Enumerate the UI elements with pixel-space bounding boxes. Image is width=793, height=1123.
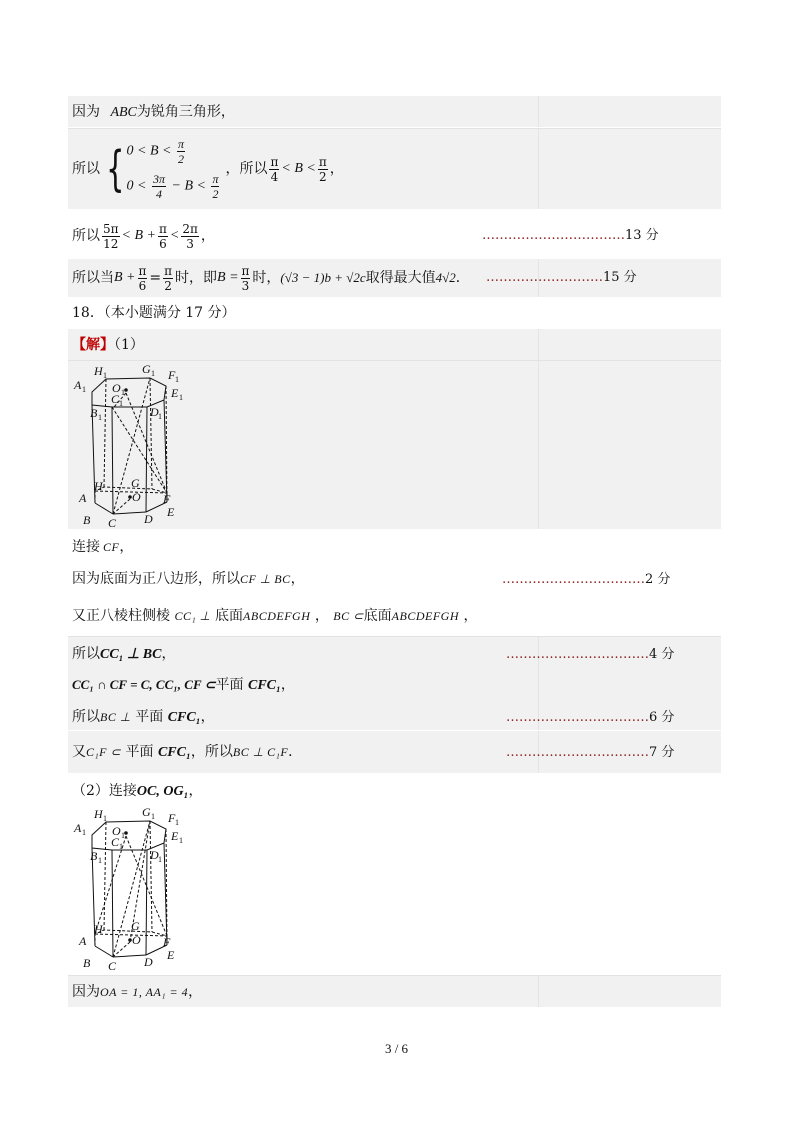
text: ， — [463, 608, 478, 624]
text: 因为 — [72, 984, 100, 1000]
fraction: $\frac{\pi}{2}$ — [318, 154, 327, 184]
math: 0 < — [126, 178, 147, 194]
text: 因为底面为正八边形，所以 — [72, 571, 240, 587]
column-divider — [538, 329, 539, 529]
math: BC ⊂ — [333, 609, 364, 623]
svg-text:G: G — [142, 806, 151, 819]
math: ABC — [110, 105, 137, 120]
svg-text:G: G — [131, 919, 140, 933]
text: 连接 — [72, 539, 100, 555]
svg-text:D: D — [150, 405, 159, 419]
text: ， — [200, 228, 215, 244]
math: < B < — [281, 161, 316, 176]
math: 4√2 — [435, 270, 456, 285]
text: （2）连接 — [72, 783, 137, 799]
svg-text:1: 1 — [119, 842, 123, 851]
fraction: $\frac{\pi}{3}$ — [241, 263, 250, 293]
math: CFC₁ — [157, 745, 191, 760]
text: 又正八棱柱侧棱 — [72, 608, 170, 624]
math: CF ⊥ BC — [240, 572, 291, 586]
text: 底面 — [363, 608, 392, 624]
math: OA = 1, AA₁ = 4 — [100, 985, 189, 999]
solution-part-2 — [68, 778, 721, 973]
svg-text:H: H — [94, 479, 103, 493]
score-15: ………………………15 分 — [486, 270, 637, 285]
svg-text:1: 1 — [119, 399, 123, 408]
math: CC₁ ⊥ — [174, 609, 211, 623]
column-divider — [538, 976, 539, 1007]
line-15 — [68, 975, 721, 1007]
text: 平面 — [215, 677, 244, 693]
solution-tag: 【解】 — [72, 337, 114, 353]
math: CFC₁ — [247, 678, 281, 693]
svg-text:O: O — [132, 933, 141, 947]
text: ． — [455, 270, 470, 286]
svg-text:O: O — [132, 490, 141, 504]
svg-text:E: E — [171, 829, 179, 843]
score-4: ……………………………4 分 — [506, 647, 675, 662]
page-number: 3 / 6 — [384, 1041, 409, 1056]
text: ． — [288, 744, 303, 760]
math: OC, OG₁ — [136, 784, 189, 799]
svg-text:1: 1 — [175, 375, 179, 384]
text: （1） — [114, 337, 144, 353]
svg-text:B: B — [83, 956, 91, 970]
text: ， — [188, 984, 203, 1000]
fraction: $\frac{\pi}{4}$ — [270, 154, 279, 184]
svg-text:E: E — [171, 386, 179, 400]
fraction: $\frac{5\pi}{12}$ — [103, 221, 119, 251]
text: ， — [329, 161, 344, 177]
text: 底面 — [215, 608, 244, 624]
svg-text:1: 1 — [179, 836, 183, 845]
fraction: $\frac{3\pi}{4}$ — [153, 172, 166, 201]
prism-figure-1 — [72, 363, 192, 528]
text: ，所以 — [225, 161, 268, 177]
svg-text:1: 1 — [103, 814, 107, 823]
text: ， — [290, 571, 305, 587]
math: CFC₁ — [167, 710, 201, 725]
text: ， — [314, 608, 329, 624]
inequality-system — [127, 137, 222, 201]
svg-text:O: O — [112, 824, 121, 838]
text: ，所以 — [190, 744, 233, 760]
line-2 — [68, 128, 721, 209]
line-12 — [68, 705, 721, 731]
math: ABCDEFGH — [391, 609, 459, 623]
svg-text:C: C — [108, 516, 117, 528]
svg-text:C: C — [111, 392, 120, 406]
svg-text:C: C — [108, 959, 117, 971]
text: 平面 — [125, 744, 154, 760]
text: 时， — [252, 270, 281, 286]
svg-text:F: F — [163, 935, 171, 949]
svg-text:1: 1 — [175, 818, 179, 827]
text: 时，即 — [175, 270, 218, 286]
prism-figure-2 — [72, 806, 192, 971]
score-13: ……………………………13 分 — [482, 228, 659, 243]
text: 18．（本小题满分 17 分） — [72, 305, 236, 321]
svg-text:A: A — [79, 491, 87, 505]
math: − B < — [171, 178, 206, 194]
fraction: $\frac{2\pi}{3}$ — [182, 221, 198, 251]
svg-text:F: F — [163, 492, 171, 506]
math: C₁F ⊂ — [86, 745, 122, 759]
math: CF — [103, 540, 120, 554]
svg-text:B: B — [83, 513, 91, 527]
math: CC₁ ⊥ BC — [100, 647, 162, 662]
svg-text:1: 1 — [151, 369, 155, 378]
line-7 — [68, 534, 721, 562]
svg-text:D: D — [144, 512, 153, 526]
svg-text:A: A — [74, 378, 82, 392]
svg-text:1: 1 — [121, 831, 125, 840]
svg-text:1: 1 — [121, 388, 125, 397]
svg-text:B: B — [90, 406, 98, 420]
text: 取得最大值 — [365, 270, 436, 286]
text: 所以 — [72, 709, 100, 725]
text: 所以 — [72, 161, 100, 177]
svg-text:1: 1 — [82, 828, 86, 837]
svg-text:G: G — [142, 363, 151, 376]
svg-text:A: A — [79, 934, 87, 948]
math: < B + — [121, 228, 156, 243]
text: ， — [161, 646, 176, 662]
text: 又 — [72, 744, 86, 760]
text: ， — [188, 783, 203, 799]
fraction: $\frac{\pi}{2}$ — [164, 263, 173, 293]
svg-text:G: G — [131, 476, 140, 490]
fraction: $\frac{\pi}{6}$ — [138, 263, 147, 293]
text: ， — [119, 539, 134, 555]
svg-text:C: C — [111, 835, 120, 849]
text: 所以 — [72, 228, 100, 244]
math: B + — [114, 270, 136, 285]
svg-text:A: A — [74, 821, 82, 835]
math: BC ⊥ C₁F — [232, 745, 289, 759]
svg-text:O: O — [112, 381, 121, 395]
svg-text:H: H — [94, 807, 103, 821]
score-2: ……………………………2 分 — [502, 572, 671, 587]
text: ， — [200, 709, 215, 725]
svg-text:1: 1 — [82, 385, 86, 394]
line-3 — [68, 214, 721, 258]
math: BC ⊥ — [100, 710, 131, 724]
line-11 — [68, 673, 721, 699]
svg-text:E: E — [167, 948, 175, 962]
math: CC₁ ∩ CF = C, CC₁, CF ⊂ — [72, 677, 216, 692]
text: 因为 — [72, 104, 100, 120]
math: < — [169, 228, 180, 243]
fraction: $\frac{\pi}{6}$ — [158, 221, 167, 251]
svg-text:E: E — [167, 505, 175, 519]
problem-18-header — [68, 300, 721, 328]
svg-text:F: F — [168, 368, 176, 382]
svg-text:1: 1 — [151, 812, 155, 821]
math: = — [149, 270, 162, 286]
svg-text:1: 1 — [158, 855, 162, 864]
line-8 — [68, 566, 721, 594]
line-10 — [68, 642, 721, 668]
svg-text:D: D — [150, 848, 159, 862]
math: (√3 − 1)b + √2c — [280, 270, 366, 285]
text: 所以 — [72, 646, 100, 662]
svg-text:D: D — [144, 955, 153, 969]
svg-text:1: 1 — [98, 856, 102, 865]
math: ABCDEFGH — [243, 609, 311, 623]
svg-text:H: H — [94, 364, 103, 378]
text: 所以当 — [72, 270, 114, 286]
svg-text:1: 1 — [179, 393, 183, 402]
text: ， — [280, 677, 295, 693]
fraction: $\frac{\pi}{2}$ — [178, 137, 185, 166]
svg-text:1: 1 — [98, 413, 102, 422]
line-4 — [68, 259, 721, 297]
fraction: $\frac{\pi}{2}$ — [212, 172, 219, 201]
line-13 — [68, 731, 721, 773]
score-6: ……………………………6 分 — [506, 710, 675, 725]
score-7: ……………………………7 分 — [506, 745, 675, 760]
column-divider — [538, 96, 539, 127]
svg-text:1: 1 — [158, 412, 162, 421]
svg-text:F: F — [168, 811, 176, 825]
brace: { — [106, 141, 125, 197]
text: 为锐角三角形， — [136, 104, 235, 120]
solution-part-1 — [68, 329, 721, 529]
svg-text:1: 1 — [103, 371, 107, 380]
svg-text:H: H — [94, 922, 103, 936]
line-1 — [68, 96, 721, 127]
line-9 — [68, 603, 721, 631]
column-divider — [538, 129, 539, 209]
math: 0 < B < — [126, 143, 172, 159]
text: 平面 — [135, 709, 164, 725]
svg-text:B: B — [90, 849, 98, 863]
math: B = — [217, 270, 239, 285]
